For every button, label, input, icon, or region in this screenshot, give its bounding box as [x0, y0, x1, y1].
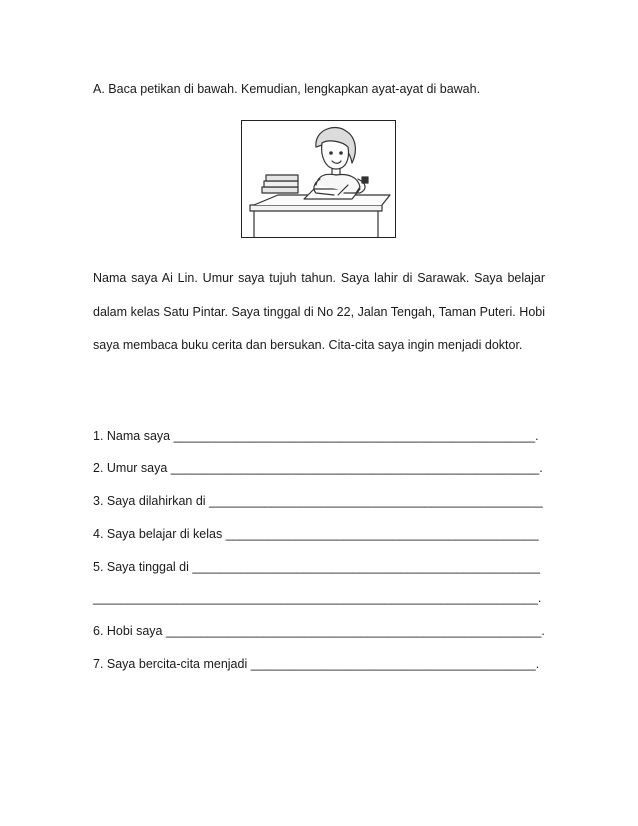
question-1: 1. Nama saya ____________________________________________________. — [93, 429, 539, 443]
question-6: 6. Hobi saya ______________________________________________________. — [93, 624, 545, 638]
question-5: 5. Saya tinggal di __________________________________________________ — [93, 560, 540, 574]
question-7: 7. Saya bercita-cita menjadi _________________________________________. — [93, 657, 540, 671]
question-2: 2. Umur saya _____________________________________________________. — [93, 461, 543, 475]
question-5-continuation: ________________________________________________________________. — [93, 591, 542, 605]
question-3: 3. Saya dilahirkan di ________________________________________________ — [93, 494, 543, 508]
question-4: 4. Saya belajar di kelas _____________________________________________ — [93, 527, 539, 541]
illustration-frame — [241, 120, 396, 238]
reading-passage: Nama saya Ai Lin. Umur saya tujuh tahun. Saya lahir di Sarawak. Saya belajar dalam kelas Satu Pintar. Saya tinggal di No 22, Jalan Tengah, Taman Puteri. Hobi saya membaca buku cerita dan bersukan. Cita-cita saya ingin menjadi doktor. — [93, 271, 545, 352]
girl-writing-at-desk-illustration — [242, 121, 395, 237]
instruction-text: A. Baca petikan di bawah. Kemudian, lengkapkan ayat-ayat di bawah. — [93, 82, 481, 96]
